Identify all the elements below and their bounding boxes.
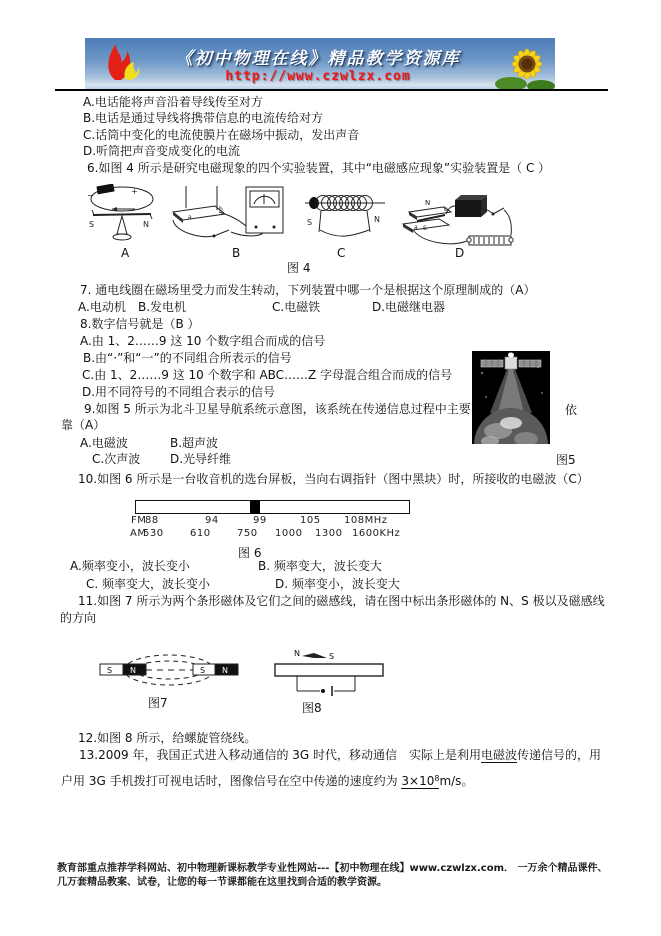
q8-option-a: A.由 1、2……9 这 10 个数字组合而成的信号 bbox=[80, 334, 326, 348]
horizontal-rule bbox=[55, 89, 608, 91]
q13-speed-base: 3×10 bbox=[401, 774, 435, 788]
q9-hanging-char: 依 bbox=[565, 403, 578, 417]
q7-option-b: B.发电机 bbox=[138, 300, 187, 314]
q8-option-b: B.由“·”和“一”的不同组合所表示的信号 bbox=[83, 351, 292, 365]
svg-text:N: N bbox=[425, 199, 431, 207]
svg-text:S: S bbox=[307, 218, 313, 227]
q13-underlined-term: 电磁波 bbox=[481, 748, 518, 762]
figure4-apparatus-sketch bbox=[83, 184, 588, 252]
q11-text-line2: 的方向 bbox=[60, 611, 97, 625]
fig6-am-tick: 530 bbox=[143, 528, 164, 539]
fig6-am-tick: 750 bbox=[237, 528, 258, 539]
q10-option-c: C. 频率变大，波长变小 bbox=[86, 577, 211, 591]
q13-speed-exponent: 8 bbox=[434, 774, 440, 783]
fig6-caption: 图 6 bbox=[238, 546, 262, 560]
site-url[interactable]: http://www.czwlzx.com bbox=[225, 68, 411, 84]
q10-option-b: B. 频率变大，波长变大 bbox=[258, 559, 382, 573]
fig6-am-tick: 1000 bbox=[275, 528, 303, 539]
fig4-caption: 图 4 bbox=[287, 261, 311, 275]
site-title: 《初中物理在线》精品教学资源库 bbox=[175, 48, 461, 69]
fig6-fm-tick: 94 bbox=[205, 515, 219, 526]
fig7-caption: 图7 bbox=[148, 696, 168, 710]
svg-text:S: S bbox=[200, 666, 206, 675]
q7-option-d: D.电磁继电器 bbox=[372, 300, 446, 314]
svg-text:S: S bbox=[107, 666, 113, 675]
fig5-caption: 图5 bbox=[556, 453, 576, 467]
q7-option-a: A.电动机 bbox=[78, 300, 126, 314]
sunflower-icon bbox=[489, 38, 555, 89]
svg-text:S: S bbox=[329, 652, 335, 661]
fig4-label-d: D bbox=[455, 246, 465, 260]
q13-line2-pre: 户用 3G 手机拨打可视电话时，图像信号在空中传递的速度约为 bbox=[61, 774, 402, 788]
svg-text:S: S bbox=[89, 220, 95, 229]
svg-text:b: b bbox=[444, 206, 448, 213]
fig6-fm-band: FM bbox=[131, 515, 147, 526]
fig6-am-band: AM bbox=[130, 528, 147, 539]
svg-text:b: b bbox=[219, 206, 223, 213]
q12-text: 12.如图 8 所示，给螺旋管绕线。 bbox=[78, 731, 257, 745]
q10-option-a: A.频率变小，波长变小 bbox=[70, 559, 190, 573]
fig6-tuning-pointer bbox=[250, 500, 260, 514]
q5-option-b: B.电话是通过导线将携带信息的电流传给对方 bbox=[83, 111, 324, 125]
svg-text:N: N bbox=[294, 649, 300, 658]
svg-text:−: − bbox=[87, 191, 94, 200]
fig8-caption: 图8 bbox=[302, 701, 322, 715]
svg-text:N: N bbox=[143, 220, 149, 229]
q13-pre: 13.2009 年，我国正式进入移动通信的 3G 时代，移动通信 实际上是利用 bbox=[79, 748, 482, 762]
fig6-tuning-bar bbox=[135, 500, 410, 514]
fig6-am-tick: 610 bbox=[190, 528, 211, 539]
q10-text: 10.如图 6 所示是一台收音机的选台屏板，当向右调指针（图中黑块）时，所接收的电磁波（C） bbox=[78, 472, 589, 486]
fig6-fm-tick: 105 bbox=[300, 515, 321, 526]
q13-speed-unit: m/s。 bbox=[439, 774, 474, 788]
figure7-magnets-sketch bbox=[95, 650, 245, 690]
fig6-fm-tick: 108MHz bbox=[344, 515, 388, 526]
q8-text: 8.数字信号就是（B ） bbox=[80, 317, 200, 331]
q5-option-d: D.听筒把声音变成变化的电流 bbox=[83, 144, 241, 158]
site-banner bbox=[85, 38, 555, 89]
q9-option-b: B.超声波 bbox=[170, 436, 219, 450]
q8-option-c: C.由 1、2……9 这 10 个数字和 ABC……Z 字母混合组合而成的信号 bbox=[82, 368, 453, 382]
fig6-am-tick: 1600KHz bbox=[352, 528, 401, 539]
q9-text-line1: 9.如图 5 所示为北斗卫星导航系统示意图，该系统在传递信息过程中主要 bbox=[84, 402, 471, 416]
q11-text-line1: 11.如图 7 所示为两个条形磁体及它们之间的磁感线，请在图中标出条形磁体的 N、S 极以及磁感线 bbox=[78, 594, 605, 608]
figure8-solenoid-sketch bbox=[270, 645, 390, 697]
q13-text-line1 bbox=[79, 748, 601, 762]
footer-line1: 教育部重点推荐学科网站、初中物理新课标教学专业性网站---【初中物理在线】www.czwlzx.com． 一万余个精品课件、 bbox=[57, 863, 608, 874]
fig4-label-a: A bbox=[121, 246, 130, 260]
q7-option-c: C.电磁铁 bbox=[272, 300, 321, 314]
svg-text:a: a bbox=[414, 224, 418, 231]
q10-option-d: D. 频率变小，波长变大 bbox=[275, 577, 400, 591]
svg-text:+: + bbox=[131, 187, 138, 196]
q9-text-line2: 靠（A） bbox=[61, 418, 106, 432]
fig6-fm-tick: 88 bbox=[145, 515, 159, 526]
fig4-label-c: C bbox=[337, 246, 346, 260]
fig4-label-b: B bbox=[232, 246, 241, 260]
q5-option-a: A.电话能将声音沿着导线传至对方 bbox=[83, 95, 263, 109]
site-logo-icon bbox=[85, 38, 147, 89]
svg-text:N: N bbox=[130, 666, 136, 675]
svg-text:S: S bbox=[423, 225, 427, 232]
svg-text:N: N bbox=[374, 215, 380, 224]
fig6-am-tick: 1300 bbox=[315, 528, 343, 539]
q13-post: 传递信号的，用 bbox=[517, 748, 602, 762]
svg-text:N: N bbox=[222, 666, 228, 675]
q9-option-d: D.光导纤维 bbox=[170, 452, 232, 466]
q8-option-d: D.用不同符号的不同组合表示的信号 bbox=[82, 385, 276, 399]
q7-text: 7. 通电线圈在磁场里受力而发生转动，下列装置中哪一个是根据这个原理制成的（A） bbox=[80, 283, 536, 297]
fig5-satellite-image bbox=[472, 351, 550, 444]
q5-option-c: C.话筒中变化的电流使膜片在磁场中振动，发出声音 bbox=[83, 128, 360, 142]
q13-text-line2 bbox=[61, 772, 473, 788]
fig6-fm-tick: 99 bbox=[253, 515, 267, 526]
q9-option-c: C.次声波 bbox=[92, 452, 141, 466]
banner-text bbox=[147, 44, 489, 84]
svg-text:a: a bbox=[188, 214, 192, 221]
q9-option-a: A.电磁波 bbox=[80, 436, 128, 450]
q13-speed-value bbox=[401, 774, 439, 789]
footer-line2: 几万套精品教案、试卷，让您的每一节课都能在这里找到合适的教学资源。 bbox=[57, 877, 387, 888]
q6-text: 6.如图 4 所示是研究电磁现象的四个实验装置，其中“电磁感应现象”实验装置是（ C ） bbox=[87, 161, 551, 175]
